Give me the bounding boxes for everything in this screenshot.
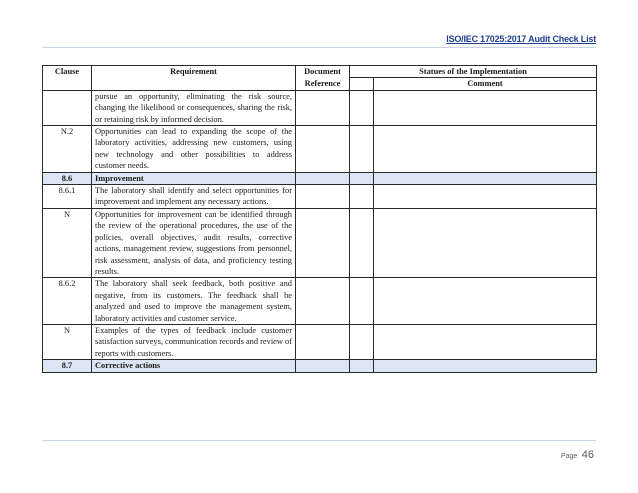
clause-cell — [43, 90, 92, 125]
document-title: ISO/IEC 17025:2017 Audit Check List — [446, 34, 596, 44]
status-cell — [350, 172, 374, 184]
table-row — [43, 185, 597, 209]
document-reference-cell — [296, 126, 350, 173]
document-reference-cell — [296, 324, 350, 359]
document-reference-cell — [296, 185, 350, 209]
requirement-cell: Improvement — [92, 172, 296, 184]
requirement-cell: Examples of the types of feedback include customer satisfaction surveys, communication records and review of reports with customers. — [92, 324, 296, 359]
page-number — [561, 445, 594, 463]
comment-cell — [374, 324, 597, 359]
requirement-cell: Corrective actions — [92, 360, 296, 372]
document-reference-cell — [296, 360, 350, 372]
document-reference-cell — [296, 172, 350, 184]
audit-checklist-table — [42, 65, 597, 373]
comment-cell — [374, 185, 597, 209]
table-row — [43, 324, 597, 359]
clause-cell: 8.6.2 — [43, 278, 92, 325]
comment-header: Comment — [374, 78, 597, 90]
comment-cell — [374, 278, 597, 325]
clause-cell: 8.7 — [43, 360, 92, 372]
page-number-value: 46 — [581, 449, 594, 461]
clause-cell: N.2 — [43, 126, 92, 173]
status-cell — [350, 208, 374, 277]
section-row — [43, 360, 597, 372]
status-cell — [350, 185, 374, 209]
status-cell — [350, 360, 374, 372]
status-cell — [350, 278, 374, 325]
header-divider — [42, 47, 596, 48]
section-row — [43, 172, 597, 184]
table-header-row — [43, 66, 597, 78]
table-row — [43, 278, 597, 325]
status-blank-header — [350, 78, 374, 90]
requirement-header: Requirement — [92, 66, 296, 91]
clause-header: Clause — [43, 66, 92, 91]
document-reference-cell — [296, 90, 350, 125]
document-reference-cell — [296, 278, 350, 325]
clause-cell: 8.6.1 — [43, 185, 92, 209]
comment-cell — [374, 90, 597, 125]
requirement-cell: The laboratory shall identify and select opportunities for improvement and implement any necessary actions. — [92, 185, 296, 209]
status-header: Statues of the Implementation — [350, 66, 597, 78]
clause-cell: N — [43, 324, 92, 359]
page-label: Page — [560, 453, 578, 460]
status-cell — [350, 90, 374, 125]
requirement-cell: Opportunities can lead to expanding the scope of the laboratory activities, addressing new customers, using new technology and other possibilities to address customer needs. — [92, 126, 296, 173]
comment-cell — [374, 126, 597, 173]
document-reference-cell — [296, 208, 350, 277]
requirement-cell: pursue an opportunity, eliminating the risk source, changing the likelihood or consequences, sharing the risk, or retaining risk by informed decision. — [92, 90, 296, 125]
document-reference-header-top: Document — [296, 66, 350, 78]
table-row — [43, 126, 597, 173]
footer-divider — [42, 440, 596, 441]
requirement-cell: Opportunities for improvement can be identified through the review of the operational procedures, the use of the policies, overall objectives, audit results, corrective actions, management review, suggestions from personnel, risk assessment, analysis of data, and proficiency testing results. — [92, 208, 296, 277]
comment-cell — [374, 360, 597, 372]
clause-cell: 8.6 — [43, 172, 92, 184]
status-cell — [350, 324, 374, 359]
comment-cell — [374, 208, 597, 277]
table-row — [43, 208, 597, 277]
requirement-cell: The laboratory shall seek feedback, both positive and negative, from its customers. The feedback shall be analyzed and used to improve the management system, laboratory activities and customer service. — [92, 278, 296, 325]
clause-cell: N — [43, 208, 92, 277]
document-reference-header-bottom: Reference — [296, 78, 350, 90]
table-row — [43, 90, 597, 125]
comment-cell — [374, 172, 597, 184]
status-cell — [350, 126, 374, 173]
